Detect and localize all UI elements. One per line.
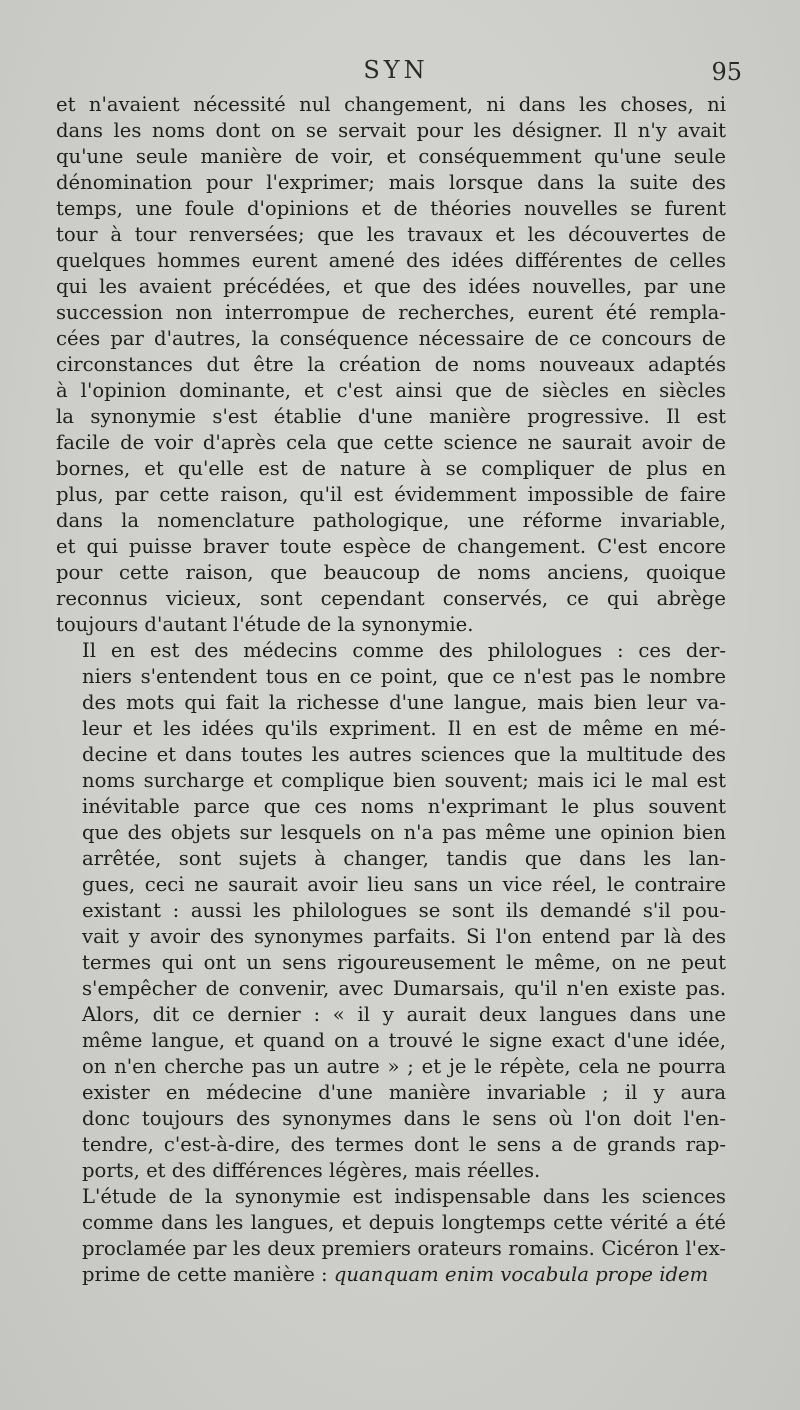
text-line: existant : aussi les philologues se sont ils demandé s'il pou-: [82, 899, 726, 922]
text-line: cées par d'autres, la conséquence nécessaire de ce concours de: [56, 327, 726, 350]
paragraph: [56, 1184, 726, 1288]
text-line: s'empêcher de convenir, avec Dumarsais, qu'il n'en existe pas.: [82, 977, 726, 1000]
text-line: facile de voir d'après cela que cette science ne saurait avoir de: [56, 431, 726, 454]
text-line: exister en médecine d'une manière invariable ; il y aura: [82, 1081, 726, 1104]
text-line: tour à tour renversées; que les travaux et les découvertes de: [56, 223, 726, 246]
text-line: arrêtée, sont sujets à changer, tandis que dans les lan-: [82, 847, 726, 870]
running-title: SYN: [363, 56, 429, 84]
text-run: prime de cette manière :: [82, 1263, 334, 1286]
running-head: [56, 56, 742, 90]
text-line: on n'en cherche pas un autre » ; et je le répète, cela ne pourra: [82, 1055, 726, 1078]
text-line: Il en est des médecins comme des philologues : ces der-: [82, 639, 726, 662]
text-line: proclamée par les deux premiers orateurs romains. Cicéron l'ex-: [82, 1237, 726, 1260]
latin-quotation: quanquam enim vocabula prope idem: [333, 1263, 709, 1286]
text-line: qui les avaient précédées, et que des idées nouvelles, par une: [56, 275, 726, 298]
text-line: dans la nomenclature pathologique, une réforme invariable,: [56, 509, 726, 532]
text-line: decine et dans toutes les autres sciences que la multitude des: [82, 743, 726, 766]
text-line: succession non interrompue de recherches, eurent été rempla-: [56, 301, 726, 324]
text-line: bornes, et qu'elle est de nature à se compliquer de plus en: [56, 457, 726, 480]
text-line: [56, 1262, 726, 1288]
text-line: même langue, et quand on a trouvé le signe exact d'une idée,: [82, 1029, 726, 1052]
text-line: reconnus vicieux, sont cependant conservés, ce qui abrège: [56, 587, 726, 610]
text-line: leur et les idées qu'ils expriment. Il en est de même en mé-: [82, 717, 726, 740]
text-line: toujours d'autant l'étude de la synonymie.: [56, 613, 474, 636]
text-line: que des objets sur lesquels on n'a pas même une opinion bien: [82, 821, 726, 844]
page-number: 95: [711, 58, 742, 86]
paragraph: [56, 638, 726, 1184]
text-line: ports, et des différences légères, mais réelles.: [82, 1159, 541, 1182]
text-line: gues, ceci ne saurait avoir lieu sans un vice réel, le contraire: [82, 873, 726, 896]
text-line: termes qui ont un sens rigoureusement le même, on ne peut: [82, 951, 726, 974]
text-line: la synonymie s'est établie d'une manière progressive. Il est: [56, 405, 726, 428]
text-line: vait y avoir des synonymes parfaits. Si l'on entend par là des: [82, 925, 726, 948]
text-line: des mots qui fait la richesse d'une langue, mais bien leur va-: [82, 691, 726, 714]
text-line: L'étude de la synonymie est indispensable dans les sciences: [82, 1185, 726, 1208]
text-line: et n'avaient nécessité nul changement, ni dans les choses, ni: [56, 93, 726, 116]
text-line: inévitable parce que ces noms n'exprimant le plus souvent: [82, 795, 726, 818]
text-line: dénomination pour l'exprimer; mais lorsque dans la suite des: [56, 171, 726, 194]
text-line: donc toujours des synonymes dans le sens où l'on doit l'en-: [82, 1107, 726, 1130]
text-line: comme dans les langues, et depuis longtemps cette vérité a été: [82, 1211, 726, 1234]
paragraph: [56, 92, 726, 638]
text-line: temps, une foule d'opinions et de théories nouvelles se furent: [56, 197, 726, 220]
text-line: circonstances dut être la création de noms nouveaux adaptés: [56, 353, 726, 376]
body-text: [56, 92, 726, 1288]
text-line: Alors, dit ce dernier : « il y aurait deux langues dans une: [82, 1003, 726, 1026]
text-line: noms surcharge et complique bien souvent; mais ici le mal est: [82, 769, 726, 792]
text-line: tendre, c'est-à-dire, des termes dont le sens a de grands rap-: [82, 1133, 726, 1156]
text-line: pour cette raison, que beaucoup de noms anciens, quoique: [56, 561, 726, 584]
text-line: à l'opinion dominante, et c'est ainsi que de siècles en siècles: [56, 379, 726, 402]
text-line: qu'une seule manière de voir, et conséquemment qu'une seule: [56, 145, 726, 168]
text-line: plus, par cette raison, qu'il est évidemment impossible de faire: [56, 483, 726, 506]
text-line: niers s'entendent tous en ce point, que ce n'est pas le nombre: [82, 665, 726, 688]
text-line: dans les noms dont on se servait pour les désigner. Il n'y avait: [56, 119, 726, 142]
text-line: quelques hommes eurent amené des idées différentes de celles: [56, 249, 726, 272]
text-line: et qui puisse braver toute espèce de changement. C'est encore: [56, 535, 726, 558]
